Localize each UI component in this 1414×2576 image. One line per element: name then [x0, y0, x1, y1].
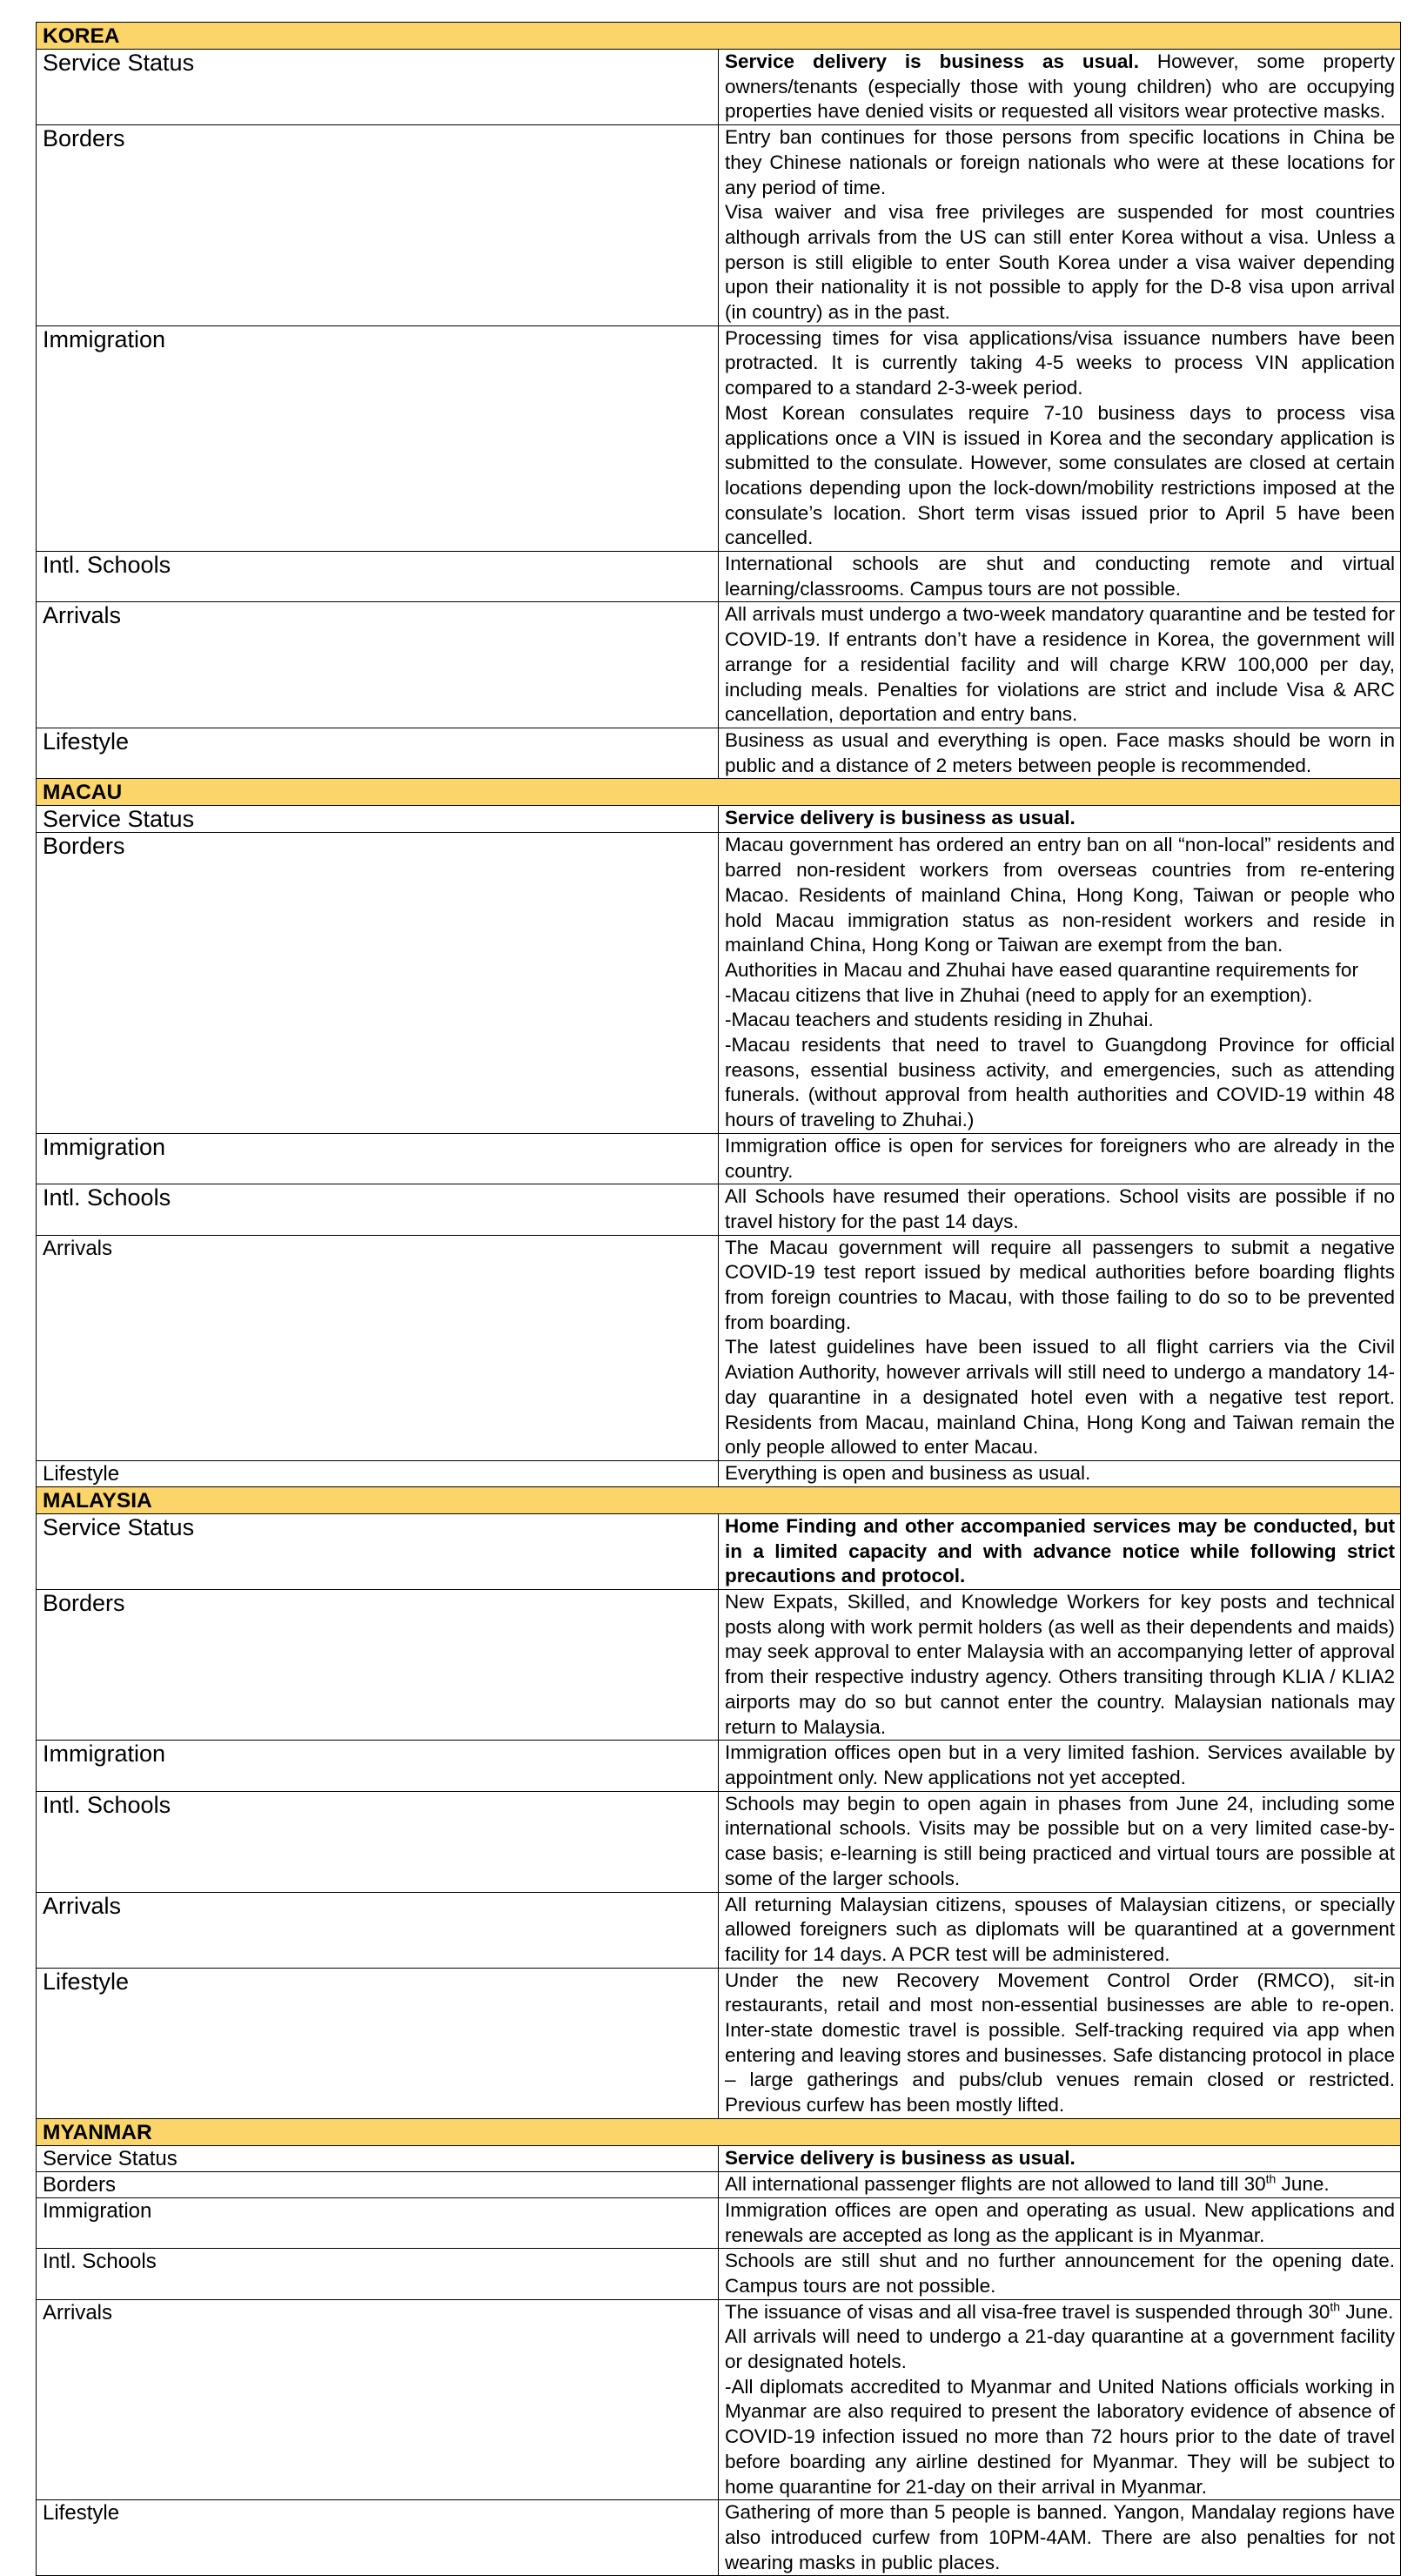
table-row-myanmar-service-status	[37, 2145, 1401, 2171]
detail-paragraph: -Macau citizens that live in Zhuhai (need to apply for an exemption).	[725, 983, 1313, 1006]
status-highlight: Service delivery is business as usual.	[725, 2146, 1076, 2169]
row-details	[719, 1892, 1401, 1968]
table-row-macau-immigration	[37, 1133, 1401, 1184]
detail-paragraph: Visa waiver and visa free privileges are suspended for most countries although arrivals from the US can still enter Korea without a visa. Unless a person is still eligible to enter South Korea under a visa waiver depending upon their nationality it is not possible to apply for the D-8 visa upon arrival (in country) as in the past.	[725, 201, 1395, 324]
row-label: Immigration	[37, 1133, 719, 1184]
row-details	[719, 728, 1401, 778]
table-row-malaysia-arrivals	[37, 1892, 1401, 1968]
row-details	[719, 1184, 1401, 1235]
detail-paragraph: The Macau government will require all passengers to submit a negative COVID-19 test report issued by medical authorities before boarding flights from foreign countries to Macau, with those failing to do so to be prevented from boarding.	[725, 1236, 1395, 1333]
row-label: Intl. Schools	[37, 552, 719, 602]
status-highlight: Service delivery is business as usual.	[725, 50, 1139, 72]
detail-paragraph: Everything is open and business as usual.	[725, 1461, 1091, 1484]
detail-paragraph: Most Korean consulates require 7-10 business days to process visa applications once a VIN is issued in Korea and the secondary application is submitted to the consulate. However, some consulates are closed at certain locations depending upon the lock-down/mobility restrictions imposed at the consulate’s location. Short term visas issued prior to April 5 have been cancelled.	[725, 401, 1395, 549]
table-row-korea-service-status	[37, 50, 1401, 125]
row-details	[719, 125, 1401, 326]
table-row-korea-arrivals	[37, 602, 1401, 728]
detail-paragraph: All returning Malaysian citizens, spouses of Malaysian citizens, or specially allowed foreigners such as diplomats will be quarantined at a government facility for 14 days. A PCR test will be administered.	[725, 1893, 1395, 1965]
section-header-macau	[37, 779, 1401, 806]
row-label: Intl. Schools	[37, 2249, 719, 2299]
detail-paragraph: Immigration offices are open and operating as usual. New applications and renewals are accepted as long as the applicant is in Myanmar.	[725, 2198, 1395, 2246]
table-row-myanmar-borders	[37, 2171, 1401, 2197]
detail-text: However, some property owners/tenants (especially those with young children) who are occupying properties have denied visits or requested all visitors wear protective masks.	[725, 50, 1395, 123]
row-label: Service Status	[37, 50, 719, 125]
row-label: Immigration	[37, 325, 719, 551]
row-label: Intl. Schools	[37, 1791, 719, 1892]
row-details	[719, 1513, 1401, 1589]
row-details	[719, 1741, 1401, 1791]
detail-paragraph: All international passenger flights are not allowed to land till 30th June.	[725, 2171, 1330, 2195]
row-label: Borders	[37, 1590, 719, 1741]
row-label: Arrivals	[37, 602, 719, 728]
row-label: Lifestyle	[37, 1460, 719, 1486]
table-row-macau-service-status	[37, 806, 1401, 833]
table-row-macau-arrivals	[37, 1235, 1401, 1460]
row-label: Arrivals	[37, 1235, 719, 1460]
row-label: Arrivals	[37, 2299, 719, 2500]
table-body	[37, 23, 1401, 2576]
section-title: MACAU	[37, 779, 1401, 806]
row-details	[719, 1460, 1401, 1486]
row-details	[719, 602, 1401, 728]
table-row-malaysia-intl-schools	[37, 1791, 1401, 1892]
detail-paragraph: Under the new Recovery Movement Control Order (RMCO), sit-in restaurants, retail and most non-essential businesses are able to re-open. Inter-state domestic travel is possible. Self-tracking required via app when entering and leaving stores and businesses. Safe distancing protocol in place – large gatherings and pubs/club venues remain closed or restricted. Previous curfew has been mostly lifted.	[725, 1969, 1395, 2116]
row-details	[719, 2197, 1401, 2248]
status-highlight: Home Finding and other accompanied services may be conducted, but in a limited capacity and with advance notice while following strict precautions and protocol.	[725, 1514, 1395, 1587]
row-label: Immigration	[37, 1741, 719, 1791]
row-details	[719, 1791, 1401, 1892]
row-label: Lifestyle	[37, 728, 719, 778]
section-title: MYANMAR	[37, 2118, 1401, 2145]
detail-paragraph: International schools are shut and conducting remote and virtual learning/classrooms. Campus tours are not possible.	[725, 553, 1395, 600]
row-label: Intl. Schools	[37, 1184, 719, 1235]
detail-paragraph: The latest guidelines have been issued to all flight carriers via the Civil Aviation Authority, however arrivals will still need to undergo a mandatory 14-day quarantine in a designated hotel even with a negative test report. Residents from Macau, mainland China, Hong Kong and Taiwan remain the only people allowed to enter Macau.	[725, 1336, 1395, 1459]
table-row-malaysia-borders	[37, 1590, 1401, 1741]
row-label: Service Status	[37, 1513, 719, 1589]
detail-paragraph: All Schools have resumed their operations. School visits are possible if no travel history for the past 14 days.	[725, 1185, 1395, 1232]
country-status-table	[36, 22, 1401, 2576]
detail-paragraph: Business as usual and everything is open. Face masks should be worn in public and a distance of 2 meters between people is recommended.	[725, 728, 1395, 776]
detail-paragraph: Immigration office is open for services for foreigners who are already in the country.	[725, 1134, 1395, 1182]
table-row-macau-intl-schools	[37, 1184, 1401, 1235]
row-label: Immigration	[37, 2197, 719, 2248]
row-details	[719, 325, 1401, 551]
detail-paragraph: The issuance of visas and all visa-free travel is suspended through 30th June.	[725, 2299, 1394, 2323]
detail-paragraph: All arrivals will need to undergo a 21-day quarantine at a government facility or designated hotels.	[725, 2325, 1395, 2373]
row-details	[719, 2145, 1401, 2171]
detail-paragraph: -All diplomats accredited to Myanmar and United Nations officials working in Myanmar are also required to present the laboratory evidence of absence of COVID-19 infection issued no more than 72 hours prior to the date of travel before boarding any airline destined for Myanmar. They will be subject to home quarantine for 21-day on their arrival in Myanmar.	[725, 2375, 1395, 2498]
row-details	[719, 1968, 1401, 2118]
status-highlight: Service delivery is business as usual.	[725, 807, 1076, 829]
row-details	[719, 833, 1401, 1133]
table-row-myanmar-intl-schools	[37, 2249, 1401, 2299]
detail-paragraph: Entry ban continues for those persons from specific locations in China be they Chinese nationals or foreign nationals who were at these locations for any period of time.	[725, 126, 1395, 198]
detail-paragraph: Macau government has ordered an entry ban on all “non-local” residents and barred non-resident workers from overseas countries from re-entering Macao. Residents of mainland China, Hong Kong, Taiwan or people who hold Macau immigration status as non-resident workers and reside in mainland China, Hong Kong or Taiwan are exempt from the ban.	[725, 834, 1395, 956]
row-details	[719, 2500, 1401, 2576]
country-status-document	[36, 22, 1401, 2576]
row-label: Lifestyle	[37, 2500, 719, 2576]
table-row-macau-borders	[37, 833, 1401, 1133]
detail-paragraph: -Macau residents that need to travel to Guangdong Province for official reasons, essential business activity, and emergencies, such as attending funerals. (without approval from health authorities and COVID-19 within 48 hours of traveling to Zhuhai.)	[725, 1034, 1395, 1131]
row-details	[719, 2249, 1401, 2299]
detail-paragraph: Immigration offices open but in a very limited fashion. Services available by appointment only. New applications not yet accepted.	[725, 1741, 1395, 1788]
row-details	[719, 2171, 1401, 2197]
row-details	[719, 2299, 1401, 2500]
detail-paragraph: All arrivals must undergo a two-week mandatory quarantine and be tested for COVID-19. If entrants don’t have a residence in Korea, the government will arrange for a residential facility and will charge KRW 100,000 per day, including meals. Penalties for violations are strict and include Visa & ARC cancellation, deportation and entry bans.	[725, 603, 1395, 726]
table-row-korea-borders	[37, 125, 1401, 326]
table-row-korea-intl-schools	[37, 552, 1401, 602]
row-details	[719, 1133, 1401, 1184]
detail-paragraph: New Expats, Skilled, and Knowledge Workers for key posts and technical posts along with work permit holders (as well as their dependents and maids) may seek approval to enter Malaysia with an accompanying letter of approval from their respective industry agency. Others transiting through KLIA / KLIA2 airports may do so but cannot enter the country. Malaysian nationals may return to Malaysia.	[725, 1591, 1395, 1738]
section-title: MALAYSIA	[37, 1486, 1401, 1513]
row-details	[719, 1590, 1401, 1741]
row-label: Borders	[37, 125, 719, 326]
row-details	[719, 806, 1401, 833]
table-row-malaysia-lifestyle	[37, 1968, 1401, 2118]
row-details	[719, 552, 1401, 602]
row-label: Service Status	[37, 2145, 719, 2171]
section-title: KOREA	[37, 23, 1401, 50]
row-label: Service Status	[37, 806, 719, 833]
detail-paragraph: Gathering of more than 5 people is banned. Yangon, Mandalay regions have also introduced curfew from 10PM-4AM. There are also penalties for not wearing masks in public places.	[725, 2501, 1395, 2573]
detail-paragraph: -Macau teachers and students residing in Zhuhai.	[725, 1009, 1154, 1031]
row-label: Borders	[37, 833, 719, 1133]
row-label: Borders	[37, 2171, 719, 2197]
table-row-myanmar-lifestyle	[37, 2500, 1401, 2576]
row-label: Arrivals	[37, 1892, 719, 1968]
table-row-myanmar-immigration	[37, 2197, 1401, 2248]
table-row-myanmar-arrivals	[37, 2299, 1401, 2500]
row-details	[719, 1235, 1401, 1460]
section-header-myanmar	[37, 2118, 1401, 2145]
section-header-malaysia	[37, 1486, 1401, 1513]
section-header-korea	[37, 23, 1401, 50]
detail-paragraph: Schools may begin to open again in phases from June 24, including some international schools. Visits may be possible but on a very limited case-by-case basis; e-learning is still being practiced and virtual tours are possible at some of the larger schools.	[725, 1792, 1395, 1889]
row-label: Lifestyle	[37, 1968, 719, 2118]
table-row-malaysia-service-status	[37, 1513, 1401, 1589]
row-details	[719, 50, 1401, 125]
detail-paragraph: Schools are still shut and no further announcement for the opening date. Campus tours are not possible.	[725, 2250, 1395, 2297]
detail-paragraph: Authorities in Macau and Zhuhai have eased quarantine requirements for	[725, 958, 1358, 981]
table-row-korea-lifestyle	[37, 728, 1401, 778]
table-row-malaysia-immigration	[37, 1741, 1401, 1791]
detail-paragraph: Processing times for visa applications/visa issuance numbers have been protracted. It is currently taking 4-5 weeks to process VIN application compared to a standard 2-3-week period.	[725, 326, 1395, 399]
table-row-korea-immigration	[37, 325, 1401, 551]
table-row-macau-lifestyle	[37, 1460, 1401, 1486]
